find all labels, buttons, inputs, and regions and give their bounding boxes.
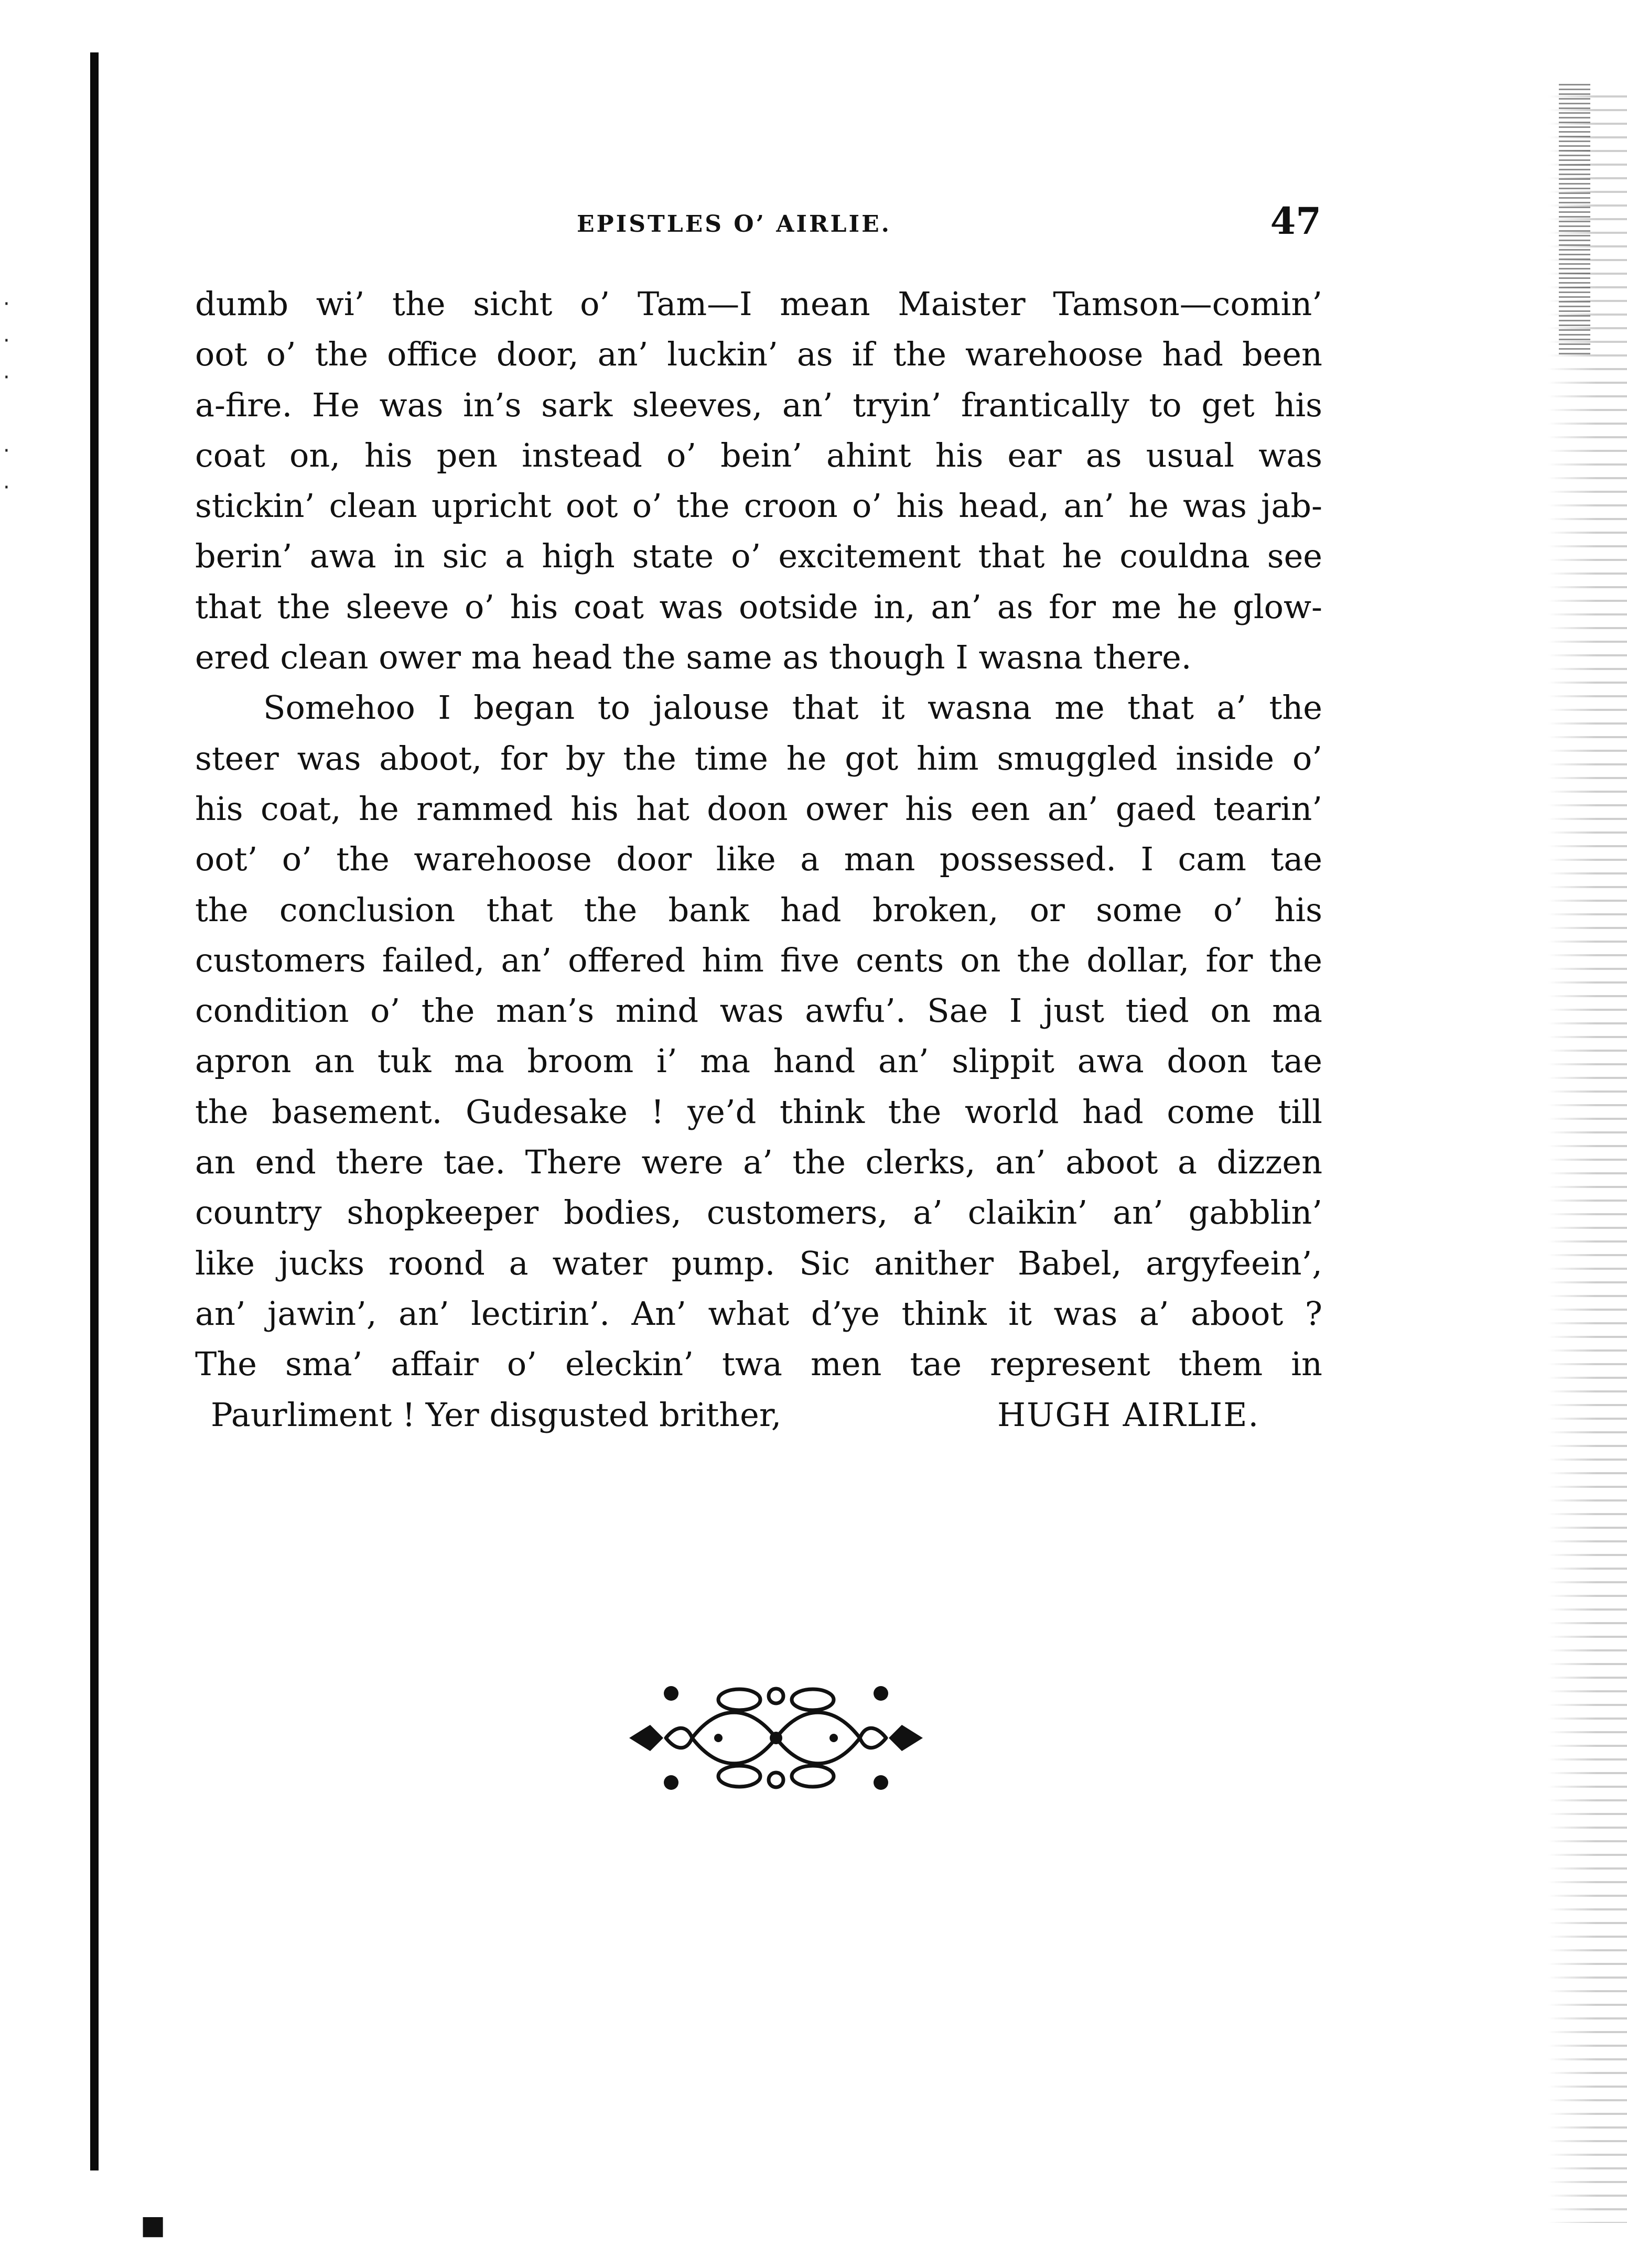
page-header bbox=[194, 199, 1321, 246]
body-text bbox=[195, 279, 1322, 1440]
bottom-corner-mark: ■ bbox=[141, 2210, 166, 2240]
closing-line bbox=[195, 1390, 1322, 1440]
right-edge-noise bbox=[1559, 84, 1590, 357]
text-line: steer was aboot, for by the time he got him smuggled inside o’ bbox=[195, 739, 1322, 777]
text-line: berin’ awa in sic a high state o’ excitement that he couldna see bbox=[195, 537, 1322, 576]
text-line: his coat, he rammed his hat doon ower his een an’ gaed tearin’ bbox=[195, 789, 1322, 828]
text-line: oot’ o’ the warehoose door like a man possessed. I cam tae bbox=[195, 840, 1322, 879]
text-line: that the sleeve o’ his coat was ootside in, an’ as for me he glow- bbox=[195, 587, 1322, 626]
text-line: Somehoo I began to jalouse that it wasna me that a’ the bbox=[263, 688, 1322, 727]
text-line: an end there tae. There were a’ the clerks, an’ aboot a dizzen bbox=[195, 1143, 1322, 1182]
text-line: the conclusion that the bank had broken, or some o’ his bbox=[195, 890, 1322, 929]
text-line: The sma’ affair o’ eleckin’ twa men tae represent them in bbox=[195, 1345, 1322, 1384]
text-line: like jucks roond a water pump. Sic anither Babel, argyfeein’, bbox=[195, 1244, 1322, 1282]
text-line: country shopkeeper bodies, customers, a’ claikin’ an’ gabblin’ bbox=[195, 1193, 1322, 1232]
text-line: a-fire. He was in’s sark sleeves, an’ tryin’ frantically to get his bbox=[195, 385, 1322, 424]
right-edge-shadow bbox=[1548, 84, 1627, 2223]
page-number: 47 bbox=[1270, 199, 1321, 243]
text-line: dumb wi’ the sicht o’ Tam—I mean Maister Tamson—comin’ bbox=[195, 285, 1322, 323]
closing-text: Paurliment ! Yer disgusted brither, bbox=[211, 1395, 782, 1434]
text-line: stickin’ clean upricht oot o’ the croon o’ his head, an’ he was jab- bbox=[195, 487, 1322, 525]
left-margin-rule bbox=[90, 52, 99, 2170]
printers-ornament bbox=[613, 1667, 939, 1809]
text-line: oot o’ the office door, an’ luckin’ as if the warehoose had been bbox=[195, 335, 1322, 374]
text-line: ered clean ower ma head the same as though I wasna there. bbox=[195, 638, 1192, 677]
signature: HUGH AIRLIE. bbox=[997, 1395, 1260, 1434]
text-line: coat on, his pen instead o’ bein’ ahint his ear as usual was bbox=[195, 436, 1322, 474]
text-line: an’ jawin’, an’ lectirin’. An’ what d’ye think it was a’ aboot ? bbox=[195, 1294, 1322, 1333]
text-line: apron an tuk ma broom i’ ma hand an’ slippit awa doon tae bbox=[195, 1042, 1322, 1081]
left-margin-specks: · · · · · bbox=[3, 292, 10, 500]
running-head: EPISTLES O’ AIRLIE. bbox=[577, 211, 891, 237]
text-line: the basement. Gudesake ! ye’d think the world had come till bbox=[195, 1092, 1322, 1131]
text-line: condition o’ the man’s mind was awfu’. Sae I just tied on ma bbox=[195, 991, 1322, 1030]
text-line: customers failed, an’ offered him five cents on the dollar, for the bbox=[195, 941, 1322, 979]
